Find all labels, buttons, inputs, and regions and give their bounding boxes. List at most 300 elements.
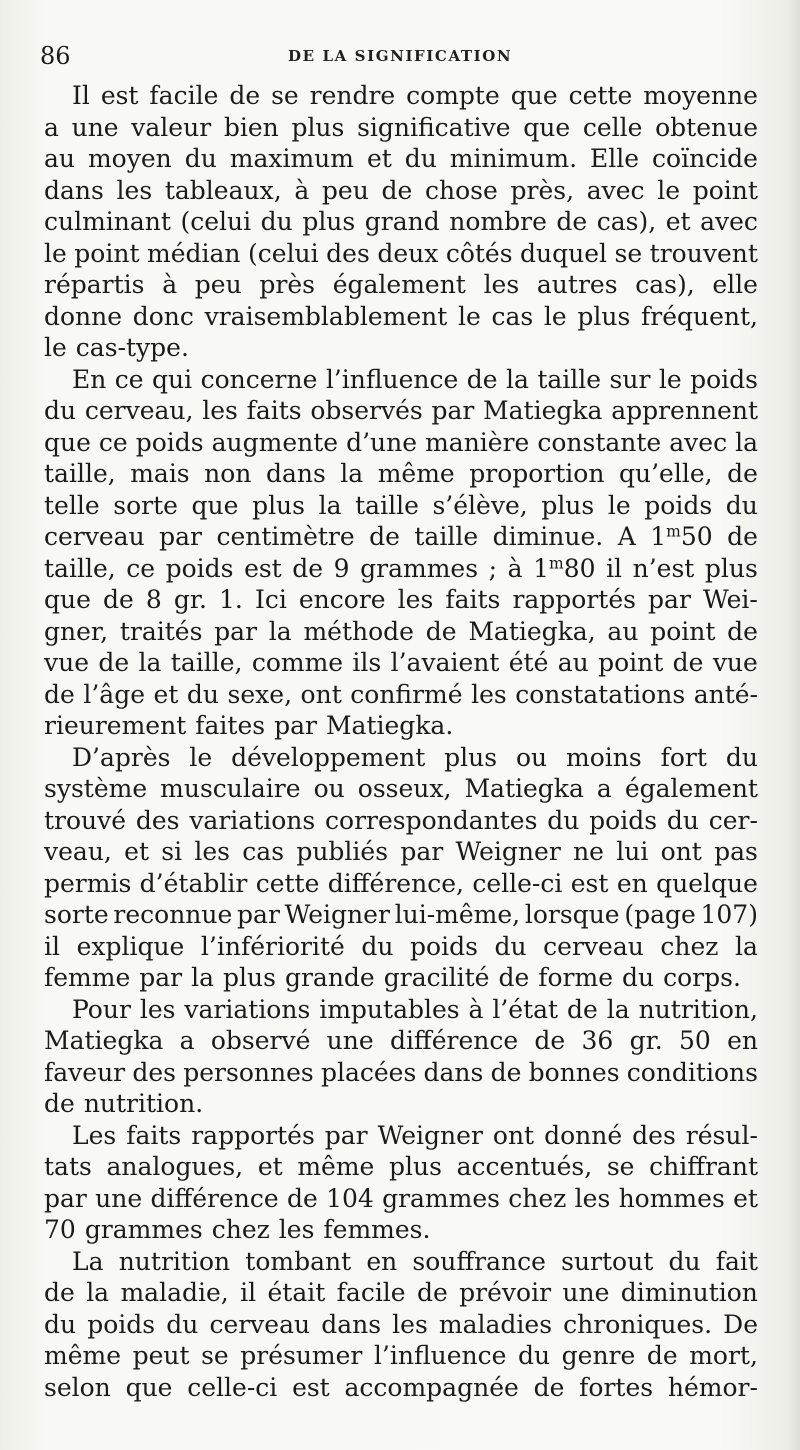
word: taille (537, 364, 602, 394)
word: du (361, 931, 394, 961)
word: cerveau (543, 931, 644, 961)
word: par (648, 585, 691, 614)
word: avec (586, 175, 645, 205)
word: à (507, 553, 523, 583)
word: prévoir (459, 1278, 552, 1307)
word: dans (423, 1057, 484, 1087)
word: la (268, 616, 292, 646)
word: poids (87, 1309, 156, 1339)
word: méthode (303, 616, 414, 646)
word: l’influence (373, 1341, 507, 1370)
word: Ici (254, 585, 287, 614)
word: fait (715, 1246, 758, 1276)
word: autres (536, 270, 618, 299)
word: même (44, 1341, 122, 1370)
word: point (598, 648, 664, 677)
text-line (44, 1214, 758, 1246)
word: a (44, 112, 59, 142)
word: plus (704, 553, 758, 583)
word: corps. (663, 963, 741, 992)
word: du (494, 931, 527, 961)
word: du (622, 963, 655, 992)
word: nutrition, (638, 994, 758, 1024)
word: donne (44, 301, 123, 331)
word: de (498, 963, 530, 992)
word: de (533, 1372, 565, 1402)
word: du (44, 1309, 77, 1339)
word: correspondantes (325, 805, 538, 835)
word: genre (561, 1341, 636, 1370)
word: des (632, 1120, 676, 1150)
word: publiés (296, 837, 389, 866)
word: était (267, 1278, 326, 1307)
word: une (326, 1026, 374, 1055)
word: diminue. (492, 522, 604, 551)
word: ont (300, 679, 342, 709)
word: vraisemblablement (204, 301, 448, 331)
word: accompagnée (344, 1372, 519, 1402)
word: 104 (326, 1183, 374, 1213)
text-line (44, 647, 758, 679)
word: le (189, 742, 213, 772)
page-edge-shadow (786, 0, 800, 1450)
word: les (397, 585, 434, 614)
text-line (44, 742, 758, 774)
word: en (616, 868, 648, 898)
word: femmes. (323, 1215, 431, 1244)
word: taille, (44, 459, 116, 488)
word: du (725, 742, 758, 772)
word: 36 (581, 1026, 614, 1055)
text-line (44, 490, 758, 522)
word: permis (44, 868, 132, 898)
word: système (44, 774, 148, 803)
word: ce (126, 553, 156, 583)
word: les (139, 994, 176, 1024)
word: moins (566, 742, 642, 772)
word: l’influence (325, 364, 459, 394)
word: cas), (596, 207, 657, 236)
word: ce (98, 427, 128, 457)
word: différence, (327, 868, 464, 898)
word: l’âge (83, 679, 145, 709)
word: cer- (708, 805, 758, 835)
word: nutrition. (83, 1089, 204, 1118)
word: elle (712, 270, 758, 299)
word: médian (147, 238, 241, 268)
word: faits (246, 396, 302, 425)
word: bonnes (528, 1057, 620, 1087)
word: 107) (700, 900, 758, 929)
word: femme (44, 963, 131, 992)
word: constatations (515, 679, 686, 709)
word: à (162, 270, 178, 299)
word: que (523, 112, 571, 142)
word: faits (445, 585, 501, 614)
word: 70 (44, 1215, 76, 1244)
word: est (100, 81, 139, 110)
text-line (44, 1340, 758, 1372)
word: sur (609, 364, 651, 394)
text-line (44, 962, 758, 994)
word: côtés (445, 238, 513, 268)
word: comme (251, 648, 344, 677)
word: Wei- (702, 585, 758, 614)
word: personnes (183, 1057, 314, 1087)
word: cas (491, 301, 534, 331)
word: la (318, 490, 342, 520)
word: se (614, 238, 643, 268)
word: lorsque (524, 900, 620, 929)
word: a (179, 1026, 195, 1055)
word: s’élève, (432, 490, 528, 520)
word: coïncide (652, 144, 758, 173)
word: forme (538, 963, 614, 992)
word: Les (72, 1120, 117, 1150)
text-line (44, 1309, 758, 1341)
word: l’infériorité (200, 931, 345, 961)
word: bien (223, 112, 279, 142)
word: cerveau (44, 522, 145, 551)
word: qui (152, 364, 193, 394)
word: de (292, 553, 324, 583)
word: chez (211, 1215, 270, 1244)
word: significative (357, 112, 511, 142)
word: En (72, 364, 107, 394)
word: les (471, 679, 507, 709)
word: gr. (629, 1026, 663, 1055)
text-line (44, 679, 758, 711)
word: la (191, 963, 215, 992)
word: non (204, 459, 252, 488)
word: donné (544, 1120, 623, 1150)
word: une (562, 1278, 610, 1307)
word: se (606, 1152, 635, 1181)
text-line (44, 458, 758, 490)
word: et (257, 1152, 283, 1181)
word: les (202, 396, 238, 425)
page-number: 86 (40, 42, 71, 70)
word: pas (714, 837, 758, 866)
word: du (44, 396, 77, 425)
word: ou (516, 742, 548, 772)
word: d’établir (139, 868, 248, 898)
word: cette (255, 868, 320, 898)
text-line (44, 1277, 758, 1309)
word: plus (541, 490, 595, 520)
word: de (44, 1278, 75, 1307)
word: qu’elle, (618, 459, 713, 488)
text-line (44, 773, 758, 805)
word: 8 (145, 585, 162, 614)
word: poids (135, 427, 204, 457)
word: analogues, (106, 1152, 244, 1181)
word: Weigner (455, 837, 561, 866)
word: observé (210, 1026, 311, 1055)
word: de (490, 1057, 522, 1087)
text-line (44, 553, 758, 585)
word: proportion (469, 459, 605, 488)
word: par (159, 522, 202, 551)
word: que (191, 490, 239, 520)
word: hommes (618, 1183, 725, 1213)
word: minimum. (449, 144, 578, 173)
word: sorte (44, 900, 109, 929)
word: par (44, 1183, 87, 1213)
word: du (725, 490, 758, 520)
word: De (723, 1309, 758, 1339)
word: une (95, 1183, 143, 1213)
word: celle-ci (472, 868, 563, 898)
word: ce (114, 364, 144, 394)
word: 9 (333, 553, 350, 583)
word: dans (44, 175, 104, 205)
word: maximum (229, 144, 354, 173)
word: rapportés (512, 585, 636, 614)
word: moyen (87, 144, 172, 173)
word: sexe, (227, 679, 293, 709)
word: se (271, 81, 299, 110)
word: à (468, 994, 484, 1024)
text-line (44, 1372, 758, 1404)
word: des (135, 805, 180, 835)
word: Elle (590, 144, 640, 173)
word: il (240, 1278, 257, 1307)
text-line (44, 427, 758, 459)
word: mais (130, 459, 190, 488)
word: surtout (561, 1246, 654, 1276)
word: constante (537, 427, 662, 457)
word: que (125, 1372, 173, 1402)
word: du (166, 1309, 199, 1339)
word: gracilité (383, 963, 490, 992)
word: également (332, 270, 466, 299)
word: fort (660, 742, 707, 772)
word: et (366, 144, 392, 173)
word: au (607, 616, 639, 646)
word: placées (320, 1057, 417, 1087)
word: lui (616, 837, 649, 866)
word: maladies (438, 1309, 553, 1339)
word: plus (291, 112, 345, 142)
word: de (98, 648, 130, 677)
word: taille (355, 490, 419, 520)
word: obtenue (655, 112, 758, 142)
text-line (44, 994, 758, 1026)
word: tombant (245, 1246, 352, 1276)
word: peu (194, 270, 242, 299)
word: taille (414, 522, 479, 551)
word: d’une (346, 427, 418, 457)
word: point (650, 616, 716, 646)
word: 1. (219, 585, 243, 614)
word: explique (76, 931, 185, 961)
word: du (517, 1341, 551, 1370)
word: et (124, 837, 149, 866)
word: plus (302, 207, 356, 236)
word: la (735, 427, 758, 457)
word: Matiegka (483, 396, 603, 425)
word: les (392, 1309, 428, 1339)
word: même (377, 459, 455, 488)
word: tats (44, 1152, 92, 1181)
word: au (44, 144, 76, 173)
word: de (369, 522, 400, 551)
word: résul- (685, 1120, 758, 1150)
word: facile (149, 81, 219, 110)
word: Matiegka (44, 1026, 164, 1055)
word: cette (568, 81, 633, 110)
word: cas-type. (75, 333, 189, 362)
word: les (574, 1183, 611, 1213)
word: trouvent (649, 238, 758, 268)
word: il (44, 931, 60, 961)
word: tableaux, (164, 175, 282, 205)
word: de (727, 459, 758, 488)
word: rendre (309, 81, 396, 110)
word: Weigner (377, 1120, 483, 1150)
word: à (294, 175, 310, 205)
word: chroniques. (563, 1309, 713, 1339)
word: de (466, 364, 498, 394)
word: les (194, 837, 231, 866)
word: ils (352, 648, 382, 677)
word: taille, (170, 648, 243, 677)
word: accentués, (456, 1152, 593, 1181)
word: le (44, 333, 67, 362)
word: se (201, 1341, 229, 1370)
word: par (400, 837, 444, 866)
word: la (735, 931, 758, 961)
word: plus (389, 1152, 442, 1181)
word: du (668, 1246, 701, 1276)
text-line (44, 1088, 758, 1120)
word: par (237, 900, 280, 929)
word: grammes (382, 1183, 500, 1213)
text-line (44, 395, 758, 427)
word: selon (44, 1372, 111, 1402)
word: hémor- (667, 1372, 758, 1402)
word: même (297, 1152, 375, 1181)
word: faveur (44, 1057, 126, 1087)
text-line (44, 1246, 758, 1278)
word: celle (582, 112, 643, 142)
word: de (672, 648, 704, 677)
text-line (44, 112, 758, 144)
word: la (86, 1278, 110, 1307)
word: ont (492, 1120, 535, 1150)
word: compte (406, 81, 500, 110)
text-line (44, 143, 758, 175)
word: le (543, 301, 567, 331)
word: il (606, 553, 623, 583)
text-line (44, 836, 758, 868)
word: centimètre (216, 522, 355, 551)
word: près, (510, 175, 575, 205)
text-line (44, 521, 758, 553)
word: par (139, 963, 183, 992)
word: des (326, 238, 370, 268)
word: que (44, 427, 91, 457)
word: D’après (72, 742, 171, 772)
word: taille, (44, 553, 116, 583)
word: Pour (72, 994, 131, 1024)
word: conditions (626, 1057, 758, 1087)
word: poids (165, 553, 234, 583)
word: veau, (44, 837, 112, 866)
word: La (72, 1246, 104, 1276)
word: grande (284, 963, 375, 992)
word: variations (184, 994, 311, 1024)
word: de (102, 585, 134, 614)
word: duquel (520, 238, 608, 268)
word: Matiegka (464, 774, 584, 803)
word: concerne (200, 364, 318, 394)
word: fortes (579, 1372, 654, 1402)
word: maladie, (120, 1278, 229, 1307)
word: également (624, 774, 758, 803)
word: imputables (319, 994, 460, 1024)
word: peu (321, 175, 369, 205)
text-line (44, 1183, 758, 1215)
word: n’est (632, 553, 695, 583)
word: celle-ci (187, 1372, 278, 1402)
word: au (557, 648, 589, 677)
word: faites (195, 711, 266, 740)
word: vue (44, 648, 90, 677)
word: encore (298, 585, 386, 614)
word: du (404, 144, 437, 173)
word: vue (712, 648, 758, 677)
word: du (184, 144, 217, 173)
word: lui-même, (394, 900, 521, 929)
word: 1$^m$50 (650, 522, 713, 551)
word: présumer (240, 1341, 363, 1370)
word: Matiegka, (468, 616, 596, 646)
word: ; (488, 553, 498, 583)
word: plus (252, 490, 305, 520)
word: telle (44, 490, 100, 520)
word: poids (690, 364, 758, 394)
text-line (44, 805, 758, 837)
word: par (214, 616, 258, 646)
word: poids (410, 931, 478, 961)
word: une (71, 112, 119, 142)
text-line (44, 206, 758, 238)
word: différence (389, 1026, 519, 1055)
word: de (646, 1341, 678, 1370)
word: le (657, 175, 681, 205)
word: la (606, 994, 630, 1024)
text-line (44, 238, 758, 270)
word: que (44, 585, 91, 614)
word: fréquent, (640, 301, 758, 331)
word: l’avaient (390, 648, 500, 677)
word: de (44, 679, 75, 709)
text-line (44, 1120, 758, 1152)
word: la (138, 648, 162, 677)
word: la (340, 459, 364, 488)
word: sorte (113, 490, 178, 520)
word: les (278, 1215, 315, 1244)
word: répartis (44, 270, 145, 299)
word: point (74, 238, 140, 268)
word: du (547, 805, 580, 835)
word: gr. (173, 585, 207, 614)
word: les (483, 270, 520, 299)
word: apprennent (611, 396, 758, 425)
word: chez (508, 1183, 567, 1213)
